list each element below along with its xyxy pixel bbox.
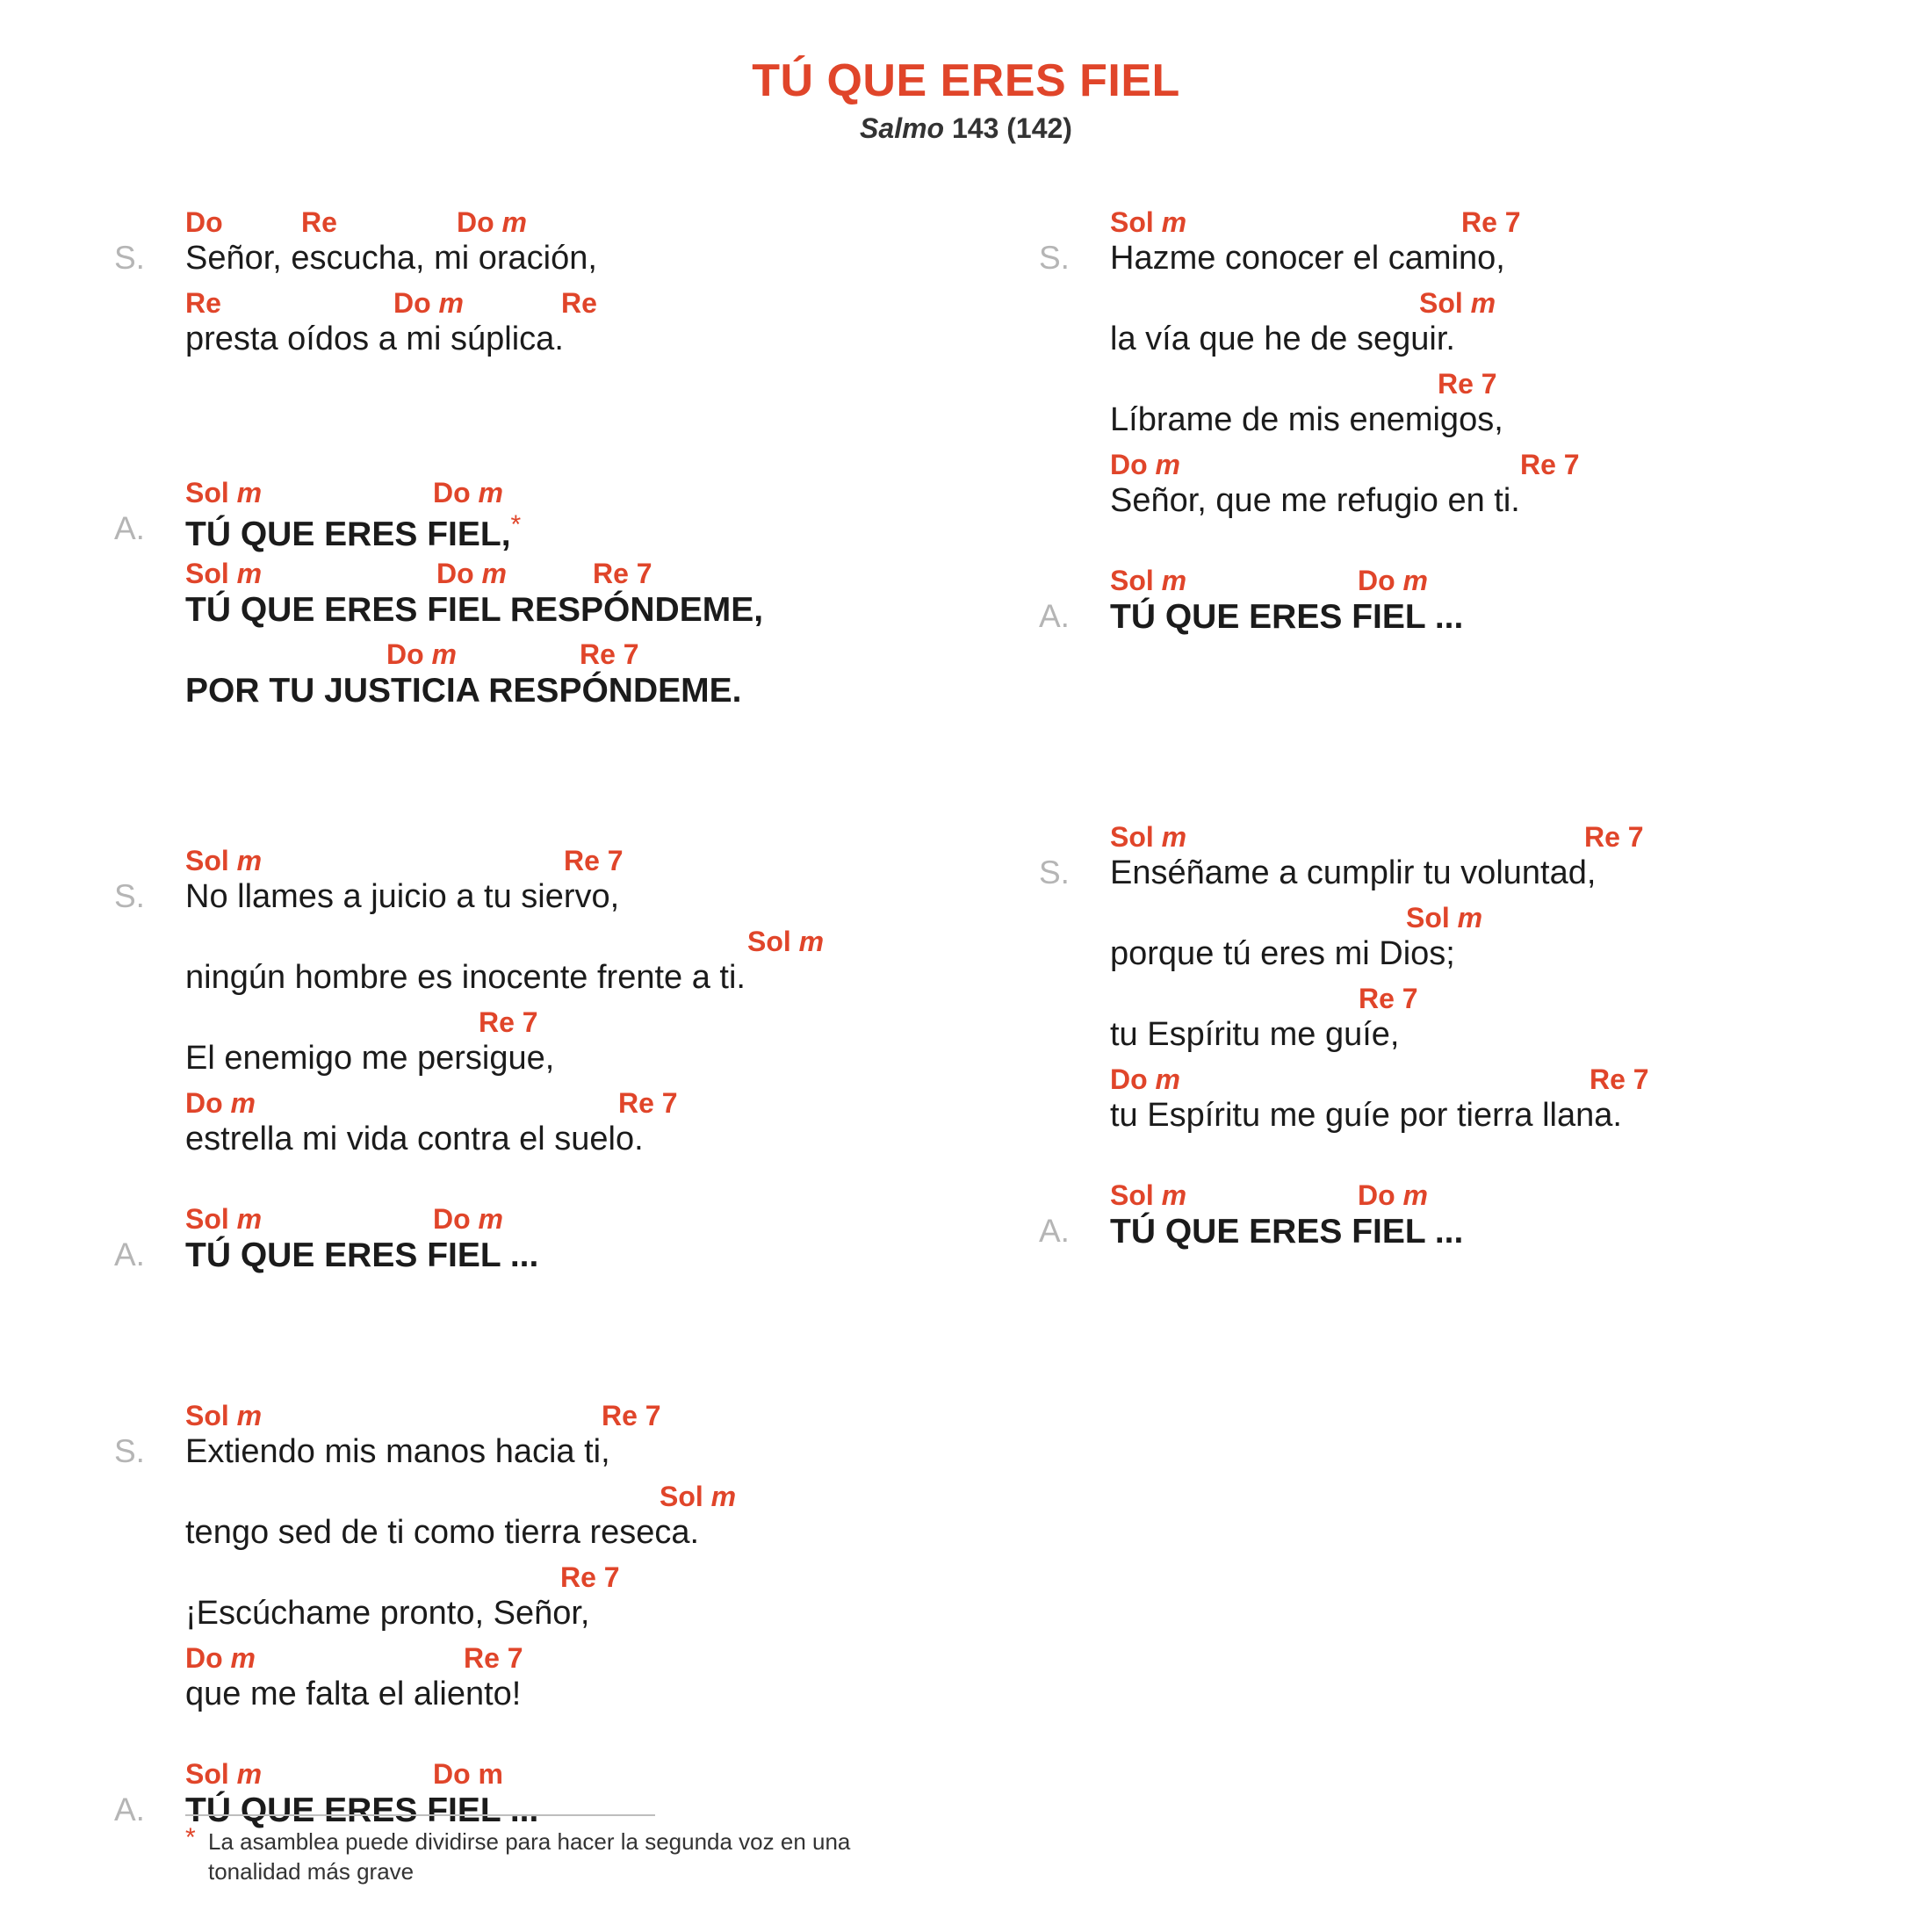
chord — [564, 845, 624, 877]
chord-minor: m — [1161, 565, 1187, 596]
chord — [1110, 1179, 1186, 1212]
verse-text — [1110, 1016, 1400, 1054]
chord-minor: m — [501, 206, 527, 238]
verse-text — [185, 1433, 610, 1471]
chord — [580, 638, 639, 671]
chord — [1419, 287, 1496, 320]
line-text: TÚ QUE ERES FIEL ... — [1110, 1213, 1464, 1251]
chord-root: Sol — [1110, 206, 1154, 238]
chord-minor: m — [798, 926, 825, 957]
chord — [1110, 565, 1186, 597]
chord-minor: m — [1402, 1179, 1428, 1211]
chord-row — [1110, 902, 1882, 937]
footnote-reference: * — [510, 510, 522, 539]
chord — [464, 1642, 523, 1675]
lyric-line — [1110, 368, 1882, 449]
chord — [433, 477, 503, 509]
lyric-line — [185, 638, 957, 719]
song-subtitle — [0, 112, 1932, 145]
chord — [185, 477, 262, 509]
chord-root: Re 7 — [1520, 449, 1580, 480]
footnote — [185, 1823, 914, 1886]
chord-row — [1110, 1179, 1882, 1215]
chord — [1110, 449, 1180, 481]
chord — [185, 1400, 262, 1432]
stanza-marker: S. — [1039, 240, 1070, 276]
chord-minor: m — [1402, 565, 1428, 596]
verse-text — [185, 240, 597, 278]
chord — [1110, 206, 1186, 239]
chord-root: Re 7 — [602, 1400, 661, 1431]
verse-text — [185, 1121, 644, 1158]
chord-root: Sol — [1110, 821, 1154, 853]
verse-text — [1110, 240, 1505, 278]
chord — [1520, 449, 1580, 481]
chord-root: Re 7 — [618, 1087, 678, 1119]
chord-minor: m — [710, 1481, 737, 1512]
chord-root: Re 7 — [564, 845, 624, 876]
chord — [185, 1758, 262, 1791]
response-text — [185, 591, 763, 630]
line-text: El enemigo me persigue, — [185, 1040, 555, 1077]
chord-root: Do — [433, 477, 471, 508]
lyric-line — [1110, 902, 1882, 983]
left-column — [114, 206, 957, 1874]
chord-root: Sol — [185, 558, 229, 589]
verse-text — [1110, 854, 1596, 892]
chord — [560, 1561, 620, 1594]
response-text — [185, 672, 741, 710]
response-text — [185, 510, 521, 554]
stanza-marker: A. — [114, 510, 145, 546]
response-text — [185, 1791, 538, 1830]
chord-minor: m — [1155, 1063, 1180, 1095]
chord-minor: m — [236, 1203, 263, 1235]
chord — [1358, 1179, 1428, 1212]
chord-root: Do — [457, 206, 494, 238]
chord-root: Do — [185, 1087, 223, 1119]
chord-root: Re — [185, 287, 221, 319]
chord-root: Re — [301, 206, 337, 238]
chord-root: Re 7 — [479, 1006, 538, 1038]
footnote-divider — [185, 1814, 655, 1816]
chord-root: Do — [433, 1203, 471, 1235]
chord — [433, 1758, 503, 1791]
footnote-asterisk: * — [185, 1823, 196, 1852]
line-text: TÚ QUE ERES FIEL RESPÓNDEME, — [185, 591, 764, 629]
chord-row — [1110, 287, 1882, 322]
line-text: TÚ QUE ERES FIEL ... — [185, 1791, 539, 1829]
line-text: Señor, que me refugio en ti. — [1110, 482, 1520, 519]
chord-root: Do — [436, 558, 474, 589]
chord-row — [185, 638, 957, 674]
verse-text — [185, 1595, 589, 1633]
lyric-line — [1110, 206, 1882, 287]
stanza-marker: S. — [114, 1433, 145, 1469]
lyric-line — [185, 206, 957, 287]
chord-row — [185, 558, 957, 593]
chord-row — [185, 1203, 957, 1238]
chord — [386, 638, 457, 671]
chord-root: Sol — [660, 1481, 703, 1512]
line-text: tengo sed de ti como tierra reseca. — [185, 1514, 700, 1551]
chord-root: Do m — [433, 1758, 503, 1790]
chord-minor: m — [1161, 821, 1187, 853]
footnote-text: La asamblea puede dividirse para hacer la segunda voz en una tonalidad más grave — [208, 1828, 851, 1885]
lyric-line — [185, 1561, 957, 1642]
chord — [660, 1481, 736, 1513]
lyric-line — [1110, 821, 1882, 902]
line-text: Extiendo mis manos hacia ti, — [185, 1433, 610, 1470]
chord — [185, 558, 262, 590]
line-text: ningún hombre es inocente frente a ti. — [185, 959, 746, 996]
line-text: ¡Escúchame pronto, Señor, — [185, 1595, 590, 1632]
chord — [602, 1400, 661, 1432]
chord — [185, 1087, 256, 1120]
line-text: TÚ QUE ERES FIEL, — [185, 515, 511, 553]
chord-minor: m — [230, 1642, 256, 1674]
stanza-marker: S. — [114, 878, 145, 914]
soloist-stanza — [114, 206, 957, 403]
verse-text — [1110, 935, 1455, 973]
right-column — [1039, 206, 1882, 1295]
line-text: TÚ QUE ERES FIEL ... — [1110, 598, 1464, 636]
chord-root: Re — [561, 287, 597, 319]
chord-root: Do — [1358, 1179, 1395, 1211]
chord — [185, 845, 262, 877]
chord-minor: m — [478, 1203, 503, 1235]
chord-row — [185, 206, 957, 242]
chord-row — [1110, 1063, 1882, 1099]
chord — [1406, 902, 1482, 934]
chord-minor: m — [1457, 902, 1483, 934]
line-text: POR TU JUSTICIA RESPÓNDEME. — [185, 672, 742, 710]
chord-root: Do — [386, 638, 424, 670]
chord-row — [185, 1642, 957, 1677]
chord-root: Do — [1358, 565, 1395, 596]
lyric-line — [185, 845, 957, 926]
chord-minor: m — [236, 477, 263, 508]
chord-minor: m — [431, 638, 457, 670]
chord-row — [1110, 821, 1882, 856]
lyric-line — [1110, 1063, 1882, 1144]
chord-row — [185, 926, 957, 961]
chord — [747, 926, 824, 958]
lyric-line — [185, 1642, 957, 1723]
chord-root: Sol — [747, 926, 791, 957]
line-text: porque tú eres mi Dios; — [1110, 935, 1455, 972]
verse-text — [1110, 482, 1520, 520]
verse-text — [1110, 1097, 1622, 1135]
response-stanza — [114, 1203, 957, 1319]
chord-root: Do — [1110, 1063, 1148, 1095]
stanza-marker: A. — [1039, 598, 1070, 634]
chord-root: Do — [393, 287, 431, 319]
chord-root: Sol — [1406, 902, 1450, 934]
lyric-line — [1110, 983, 1882, 1063]
chord-root: Sol — [1110, 565, 1154, 596]
chord-root: Sol — [1419, 287, 1463, 319]
subtitle-psalm-word: Salmo — [860, 112, 945, 144]
chord-row — [185, 1400, 957, 1435]
chord — [618, 1087, 678, 1120]
lyric-line — [185, 287, 957, 368]
verse-text — [185, 878, 619, 916]
chord-root: Do — [185, 206, 223, 238]
chord-row — [1110, 983, 1882, 1018]
chord-minor: m — [236, 558, 263, 589]
chord-root: Sol — [185, 1400, 229, 1431]
chord — [593, 558, 652, 590]
chord — [1110, 1063, 1180, 1096]
chord-root: Re 7 — [464, 1642, 523, 1674]
chord-row — [185, 1561, 957, 1597]
chord — [1358, 565, 1428, 597]
chord — [301, 206, 337, 239]
chord-root: Re 7 — [560, 1561, 620, 1593]
chord — [1590, 1063, 1649, 1096]
lyric-line — [185, 1481, 957, 1561]
chord-minor: m — [1470, 287, 1496, 319]
chord-minor: m — [438, 287, 464, 319]
chord-minor: m — [481, 558, 507, 589]
chord-row — [185, 1087, 957, 1122]
soloist-stanza — [1039, 821, 1882, 1179]
soloist-stanza — [114, 1400, 957, 1758]
response-stanza — [114, 477, 957, 754]
line-text: TÚ QUE ERES FIEL ... — [185, 1236, 539, 1274]
stanza-marker: A. — [114, 1236, 145, 1272]
chord — [457, 206, 527, 239]
soloist-stanza — [1039, 206, 1882, 565]
lyric-line — [1110, 565, 1882, 645]
chord-row — [185, 845, 957, 880]
chord-minor: m — [236, 1758, 263, 1790]
lyric-line — [185, 1203, 957, 1284]
chord-minor: m — [236, 1400, 263, 1431]
chord — [561, 287, 597, 320]
chord-minor: m — [1155, 449, 1180, 480]
soloist-stanza — [114, 845, 957, 1203]
chord-row — [1110, 368, 1882, 403]
line-text: presta oídos a mi súplica. — [185, 321, 564, 357]
chord — [185, 287, 221, 320]
verse-text — [185, 959, 746, 997]
chord — [479, 1006, 538, 1039]
line-text: Enséñame a cumplir tu voluntad, — [1110, 854, 1597, 891]
chord-root: Do — [1110, 449, 1148, 480]
chord-root: Re 7 — [580, 638, 639, 670]
lyric-line — [185, 926, 957, 1006]
lyric-line — [185, 477, 957, 558]
chord-root: Sol — [1110, 1179, 1154, 1211]
chord-root: Re 7 — [1438, 368, 1497, 400]
chord-root: Sol — [185, 845, 229, 876]
chord-root: Re 7 — [1359, 983, 1418, 1014]
chord-row — [185, 287, 957, 322]
line-text: tu Espíritu me guíe por tierra llana. — [1110, 1097, 1622, 1134]
lyric-line — [185, 558, 957, 638]
chord-row — [185, 1481, 957, 1516]
line-text: Líbrame de mis enemigos, — [1110, 401, 1503, 438]
lyric-line — [185, 1400, 957, 1481]
chord-row — [1110, 565, 1882, 600]
chord-row — [185, 1006, 957, 1042]
line-text: que me falta el aliento! — [185, 1676, 522, 1712]
chord-root: Re 7 — [593, 558, 652, 589]
verse-text — [185, 1514, 699, 1552]
line-text: No llames a juicio a tu siervo, — [185, 878, 620, 915]
line-text: la vía que he de seguir. — [1110, 321, 1455, 357]
line-text: Hazme conocer el camino, — [1110, 240, 1505, 277]
verse-text — [185, 1676, 521, 1713]
chord — [185, 1642, 256, 1675]
line-text: tu Espíritu me guíe, — [1110, 1016, 1400, 1053]
chord-minor: m — [1161, 206, 1187, 238]
chord — [185, 1203, 262, 1236]
chord-root: Re 7 — [1461, 206, 1521, 238]
chord — [1110, 821, 1186, 854]
line-text: Señor, escucha, mi oración, — [185, 240, 597, 277]
chord-minor: m — [230, 1087, 256, 1119]
chord-root: Re 7 — [1584, 821, 1644, 853]
response-text — [1110, 1213, 1463, 1251]
verse-text — [185, 321, 564, 358]
chord-root: Re 7 — [1590, 1063, 1649, 1095]
lyric-line — [1110, 449, 1882, 530]
stanza-marker: S. — [1039, 854, 1070, 890]
subtitle-psalm-number: 143 (142) — [944, 112, 1072, 144]
chord-minor: m — [236, 845, 263, 876]
chord-root: Sol — [185, 1203, 229, 1235]
response-text — [185, 1236, 538, 1275]
chord-row — [1110, 449, 1882, 484]
lyric-line — [1110, 1179, 1882, 1260]
chord — [185, 206, 223, 239]
chord-minor: m — [1161, 1179, 1187, 1211]
stanza-marker: S. — [114, 240, 145, 276]
lyric-line — [185, 1006, 957, 1087]
chord — [1438, 368, 1497, 400]
chord-minor: m — [478, 477, 503, 508]
verse-text — [1110, 321, 1455, 358]
chord — [1359, 983, 1418, 1015]
verse-text — [185, 1040, 554, 1078]
chord-row — [1110, 206, 1882, 242]
lyric-line — [185, 1087, 957, 1168]
chord-root: Sol — [185, 477, 229, 508]
chord — [1461, 206, 1521, 239]
line-text: estrella mi vida contra el suelo. — [185, 1121, 644, 1157]
chord-row — [185, 1758, 957, 1793]
chord — [433, 1203, 503, 1236]
chord — [393, 287, 464, 320]
response-stanza — [1039, 1179, 1882, 1295]
chord-root: Sol — [185, 1758, 229, 1790]
response-text — [1110, 598, 1463, 637]
response-stanza — [1039, 565, 1882, 681]
stanza-marker: A. — [1039, 1213, 1070, 1249]
stanza-marker: A. — [114, 1791, 145, 1827]
chord-row — [185, 477, 957, 512]
verse-text — [1110, 401, 1503, 439]
lyric-line — [1110, 287, 1882, 368]
song-title: TÚ QUE ERES FIEL — [752, 55, 1180, 106]
chord-root: Do — [185, 1642, 223, 1674]
chord — [436, 558, 507, 590]
chord — [1584, 821, 1644, 854]
